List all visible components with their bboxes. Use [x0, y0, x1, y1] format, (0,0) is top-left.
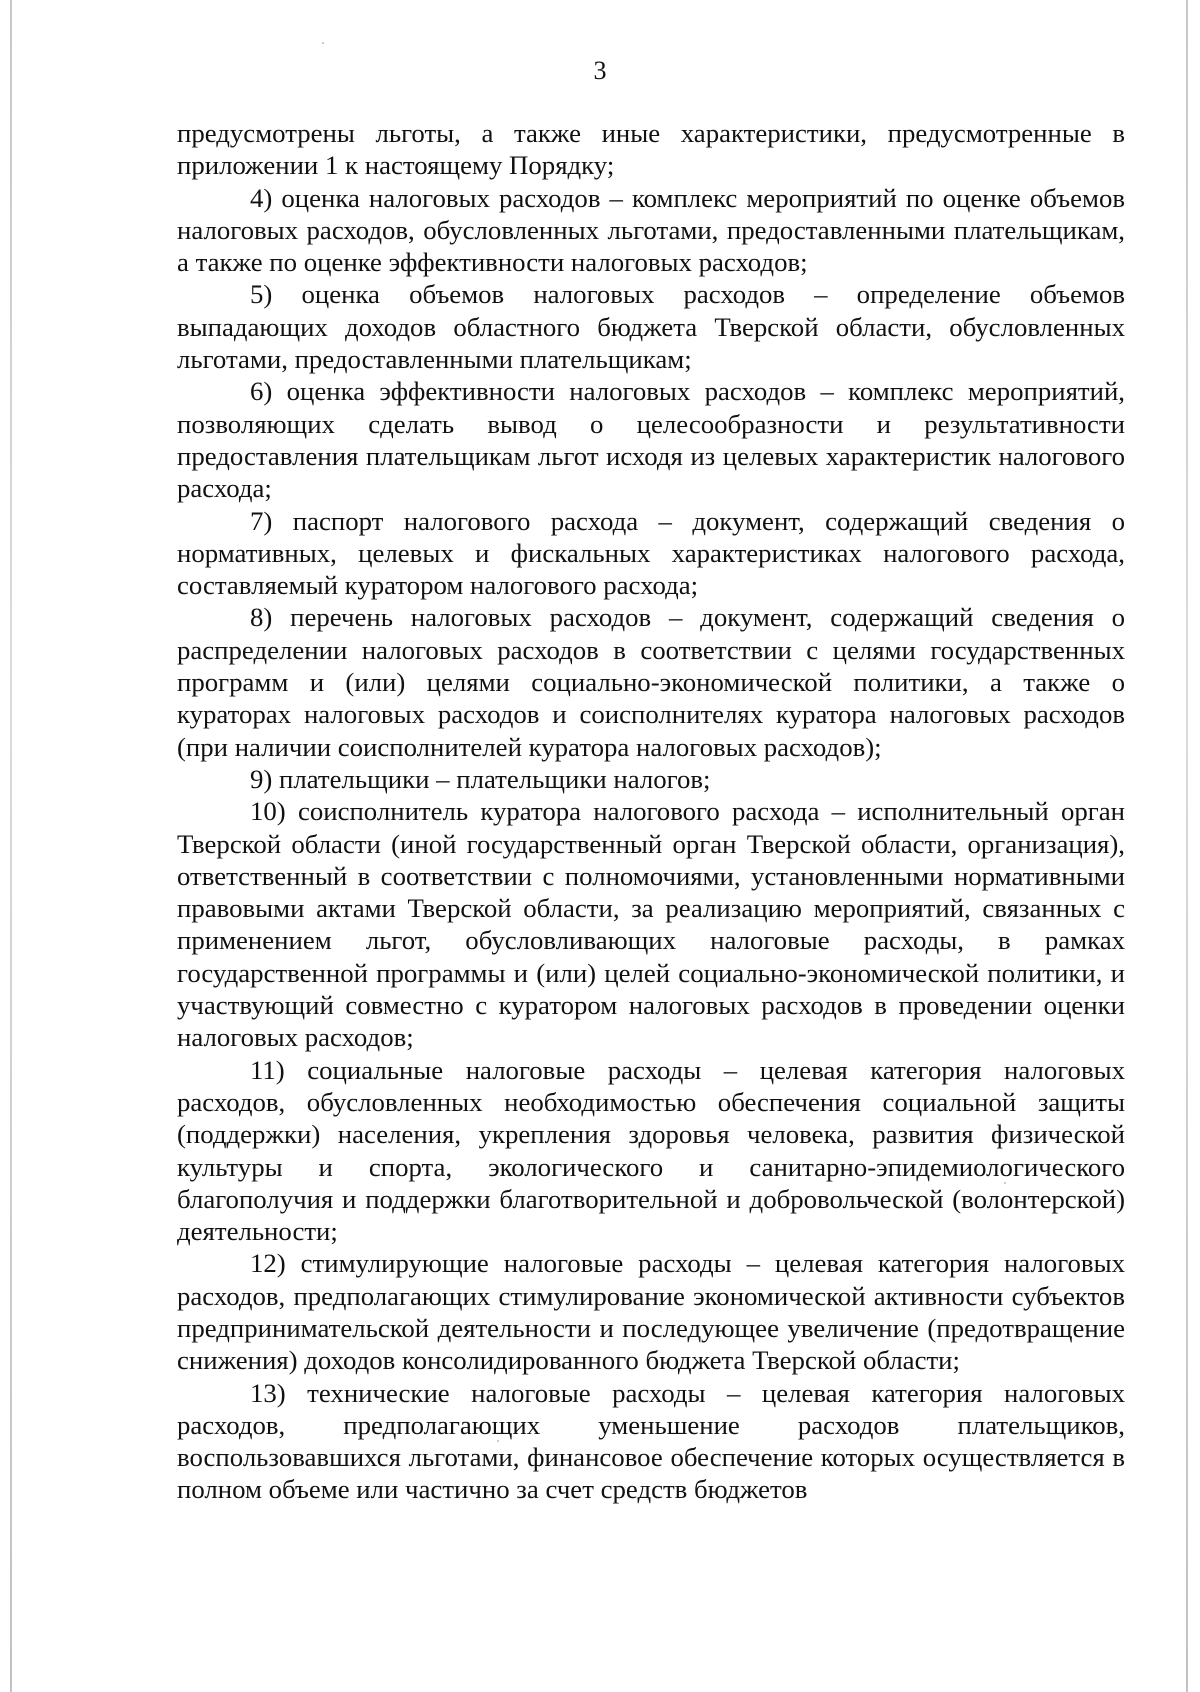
paragraph-item-4: 4) оценка налоговых расходов – комплекс мероприятий по оценке объемов налоговых расходов, обусловленных льготами, предоставленными плательщикам, а также по оценке эффективности налоговых расходов; [177, 182, 1125, 278]
paragraph-item-5: 5) оценка объемов налоговых расходов – определение объемов выпадающих доходов областного бюджета Тверской области, обусловленных льготами, предоставленными плательщикам; [177, 279, 1125, 375]
scan-speck [322, 42, 324, 44]
scan-edge-right [1186, 0, 1188, 1692]
document-body [177, 117, 1125, 1506]
scan-edge-left [10, 0, 12, 1692]
paragraph-item-10: 10) соисполнитель куратора налогового расхода – исполнительный орган Тверской области (иной государственный орган Тверской области, организация), ответственный в соответствии с полномочиями, установленными нормативными правовыми актами Тверской области, за реализацию мероприятий, связанных с применением льгот, обусловливающих налоговые расходы, в рамках государственной программы и (или) целей социально-экономической политики, и участвующий совместно с куратором налоговых расходов в проведении оценки налоговых расходов; [177, 796, 1125, 1053]
paragraph-item-9: 9) плательщики – плательщики налогов; [250, 763, 711, 794]
paragraph-item-12: 12) стимулирующие налоговые расходы – целевая категория налоговых расходов, предполагающих стимулирование экономической активности субъектов предпринимательской деятельности и последующее увеличение (предотвращение снижения) доходов консолидированного бюджета Тверской области; [177, 1248, 1125, 1376]
paragraph-item-13: 13) технические налоговые расходы – целевая категория налоговых расходов, предполагающих уменьшение расходов плательщиков, воспользовавшихся льготами, финансовое обеспечение которых осуществляется в полном объеме или частично за счет средств бюджетов [177, 1377, 1125, 1505]
paragraph-item-11: 11) социальные налоговые расходы – целевая категория налоговых расходов, обусловленных необходимостью обеспечения социальной защиты (поддержки) населения, укрепления здоровья человека, развития физической культуры и спорта, экологического и санитарно-эпидемиологического благополучия и поддержки благотворительной и добровольческой (волонтерской) деятельности; [177, 1054, 1125, 1247]
paragraph-item-7: 7) паспорт налогового расхода – документ, содержащий сведения о нормативных, целевых и фискальных характеристиках налогового расхода, составляемый куратором налогового расхода; [177, 505, 1125, 601]
paragraph-item-8: 8) перечень налоговых расходов – документ, содержащий сведения о распределении налоговых расходов в соответствии с целями государственных программ и (или) целями социально-экономической политики, а также о кураторах налоговых расходов и соисполнителях куратора налоговых расходов (при наличии соисполнителей куратора налоговых расходов); [177, 602, 1125, 762]
page-number: 3 [593, 56, 607, 85]
paragraph-item-6: 6) оценка эффективности налоговых расходов – комплекс мероприятий, позволяющих сделать вывод о целесообразности и результативности предоставления плательщикам льгот исходя из целевых характеристик налогового расхода; [177, 376, 1125, 504]
paragraph-continuation: предусмотрены льготы, а также иные характеристики, предусмотренные в приложении 1 к настоящему Порядку; [177, 118, 1125, 181]
